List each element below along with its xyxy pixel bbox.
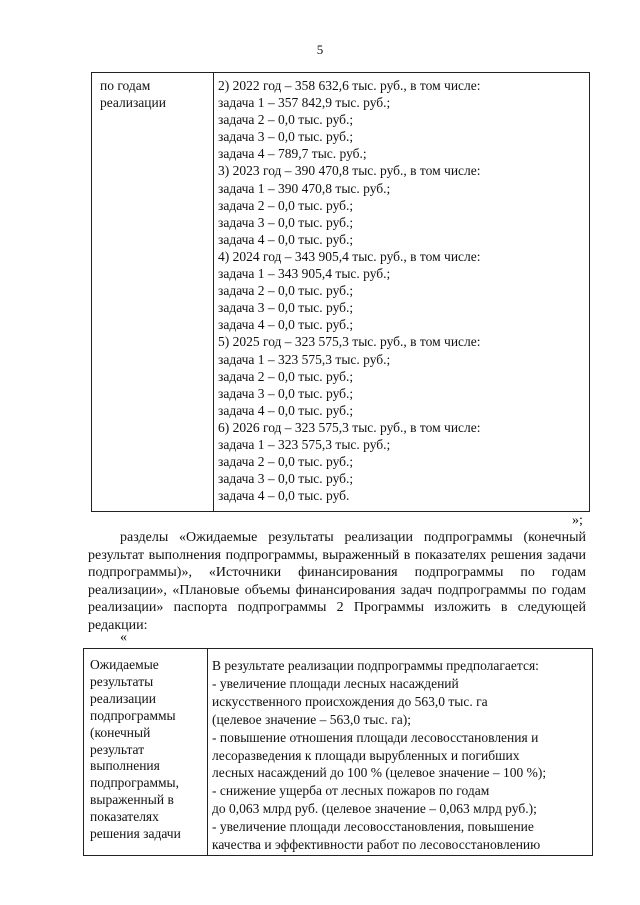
cell-line: - снижение ущерба от лесных пожаров по годам	[212, 783, 490, 799]
expected-results-table	[83, 648, 593, 856]
cell-line: В результате реализации подпрограммы предполагается:	[212, 658, 539, 673]
year-2024-total: 4) 2024 год – 343 905,4 тыс. руб., в том числе:	[218, 248, 481, 264]
table1-left-cell	[100, 77, 210, 111]
cell-line: - увеличение площади лесовосстановления, повышение	[212, 819, 534, 835]
cell-line: (целевое значение – 563,0 тыс. га);	[212, 711, 411, 727]
cell-line: подпрограммы,	[90, 775, 179, 791]
cell-line: задача 4 – 0,0 тыс. руб.;	[218, 402, 354, 418]
cell-line: Ожидаемые	[90, 657, 159, 672]
column-divider	[213, 73, 214, 511]
cell-line: задача 2 – 0,0 тыс. руб.;	[218, 112, 354, 128]
cell-line: реализации	[90, 690, 156, 706]
cell-line: задача 3 – 0,0 тыс. руб.;	[218, 300, 354, 316]
cell-line: задача 4 – 789,7 тыс. руб.;	[218, 146, 367, 162]
table2-left-cell	[90, 657, 204, 843]
cell-line: подпрограммы	[90, 707, 176, 723]
cell-line: задача 3 – 0,0 тыс. руб.;	[218, 385, 354, 401]
cell-line: лесоразведения к площади вырубленных и погибших	[212, 747, 520, 763]
page-number: 5	[316, 42, 324, 57]
cell-line: задача 2 – 0,0 тыс. руб.;	[218, 283, 354, 299]
cell-line: выполнения	[90, 758, 160, 774]
table1-right-cell	[218, 77, 588, 504]
cell-line: - повышение отношения площади лесовосстановления и	[212, 729, 539, 745]
cell-line: показателях	[90, 809, 159, 825]
cell-line: до 0,063 млрд руб. (целевое значение – 0,063 млрд руб.);	[212, 801, 537, 817]
cell-line: по годам	[100, 78, 151, 93]
cell-line: результаты	[90, 673, 154, 689]
cell-line: задача 2 – 0,0 тыс. руб.;	[218, 454, 354, 470]
column-divider	[207, 649, 208, 855]
year-2022-total: 2) 2022 год – 358 632,6 тыс. руб., в том числе:	[218, 78, 481, 93]
cell-line: задача 1 – 357 842,9 тыс. руб.;	[218, 95, 391, 111]
cell-line: лесных насаждений до 100 % (целевое значение – 100 %);	[212, 765, 547, 781]
year-2026-total: 6) 2026 год – 323 575,3 тыс. руб., в том числе:	[218, 419, 481, 435]
year-2023-total: 3) 2023 год – 390 470,8 тыс. руб., в том числе:	[218, 163, 481, 179]
cell-line: задача 3 – 0,0 тыс. руб.;	[218, 471, 354, 487]
body-paragraph: разделы «Ожидаемые результаты реализации подпрограммы (конечный результат выполнения подпрограммы, выраженный в показателях решения задачи подпрограммы)», «Источники финансирования подпрограммы по годам реализации», «Плановые объемы финансирования задач подпрограммы по годам реализации» паспорта подпрограммы 2 Программы изложить в следующей редакции:	[88, 530, 586, 633]
cell-line: задача 4 – 0,0 тыс. руб.	[218, 488, 350, 504]
table2-right-cell	[212, 657, 592, 854]
cell-line: качества и эффективности работ по лесовосстановлению	[212, 837, 541, 853]
financing-table	[91, 72, 590, 512]
cell-line: задача 1 – 323 575,3 тыс. руб.;	[218, 351, 391, 367]
closing-quote: »;	[572, 513, 583, 528]
cell-line: решения задачи	[90, 826, 181, 842]
open-quote: «	[120, 630, 127, 645]
cell-line: результат	[90, 741, 145, 757]
cell-line: задача 1 – 323 575,3 тыс. руб.;	[218, 436, 391, 452]
cell-line: - увеличение площади лесных насаждений	[212, 675, 459, 691]
cell-line: задача 2 – 0,0 тыс. руб.;	[218, 368, 354, 384]
year-2025-total: 5) 2025 год – 323 575,3 тыс. руб., в том числе:	[218, 334, 481, 350]
cell-line: реализации	[100, 95, 166, 110]
cell-line: (конечный	[90, 724, 151, 740]
cell-line: задача 3 – 0,0 тыс. руб.;	[218, 129, 354, 145]
cell-line: искусственного происхождения до 563,0 тыс. га	[212, 693, 488, 709]
cell-line: задача 2 – 0,0 тыс. руб.;	[218, 197, 354, 213]
cell-line: задача 1 – 390 470,8 тыс. руб.;	[218, 180, 391, 196]
cell-line: задача 4 – 0,0 тыс. руб.;	[218, 231, 354, 247]
cell-line: задача 4 – 0,0 тыс. руб.;	[218, 317, 354, 333]
cell-line: задача 1 – 343 905,4 тыс. руб.;	[218, 266, 391, 282]
cell-line: выраженный в	[90, 792, 174, 808]
cell-line: задача 3 – 0,0 тыс. руб.;	[218, 214, 354, 230]
